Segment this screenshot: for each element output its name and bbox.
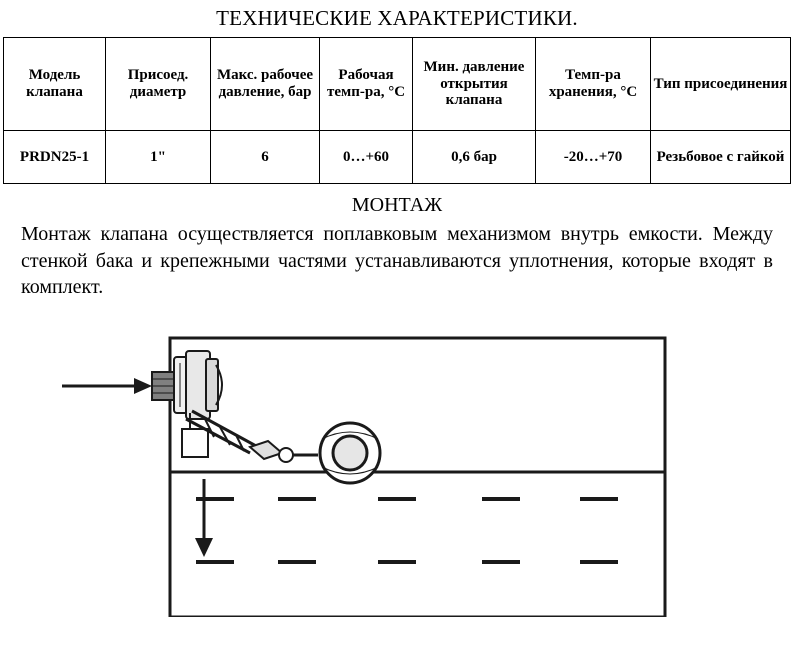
page-title: ТЕХНИЧЕСКИЕ ХАРАКТЕРИСТИКИ. (216, 6, 578, 30)
table-cell: 0…+60 (320, 131, 413, 184)
table-header-row (4, 38, 791, 131)
table-header-cell: Рабочая темп-ра, °С (320, 38, 413, 131)
installation-figure (0, 307, 794, 617)
body-paragraph: Монтаж клапана осуществляется поплавковым механизмом внутрь емкости. Между стенкой бака и крепежными частями устанавливаются уплотнения, которые входят в комплект. (21, 223, 773, 299)
liquid-dashes (196, 499, 618, 562)
table-header-cell: Темп-ра хранения, °С (536, 38, 651, 131)
tank-outline-shape (170, 338, 665, 617)
table-cell: Резьбовое с гайкой (651, 131, 791, 184)
table-row (4, 131, 791, 184)
table-cell: 1" (106, 131, 211, 184)
table-header-cell: Тип присоединения (651, 38, 791, 131)
document-page (0, 6, 794, 650)
table-cell: PRDN25-1 (4, 131, 106, 184)
float-ball-shape (320, 423, 380, 483)
inlet-flow-arrow-icon (62, 378, 152, 394)
table-header-cell: Мин. давление открытия клапана (413, 38, 536, 131)
table-header-cell: Присоед. диаметр (106, 38, 211, 131)
pipe-connector-block (152, 372, 174, 400)
outflow-arrow-icon (195, 479, 213, 557)
specifications-table (3, 37, 791, 184)
table-header-cell: Макс. рабочее давление, бар (211, 38, 320, 131)
valve-body-shape (174, 351, 222, 419)
table-cell: -20…+70 (536, 131, 651, 184)
table-cell: 0,6 бар (413, 131, 536, 184)
table-cell: 6 (211, 131, 320, 184)
section-heading: МОНТАЖ (351, 194, 443, 216)
table-header-cell: Модель клапана (4, 38, 106, 131)
